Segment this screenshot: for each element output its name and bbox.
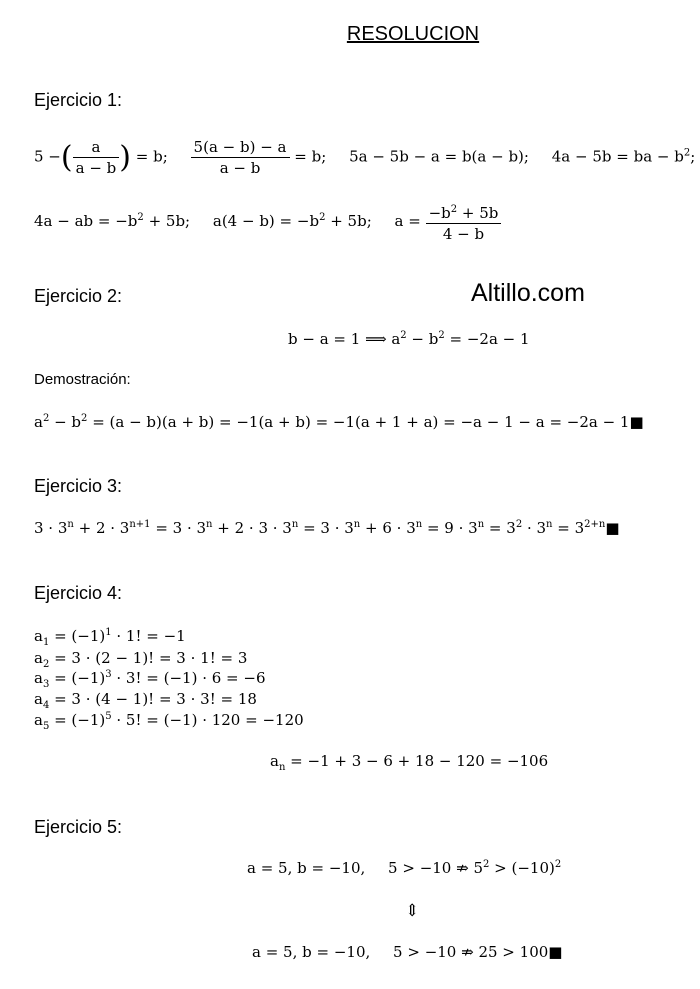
p7: = 9 · 3 [422,519,478,537]
ejercicio-1-line-1 [34,137,695,178]
stmt-b: − b [406,330,439,348]
r5-sup: 5 [105,711,112,722]
eq2a: 4a − ab = −b [34,212,138,230]
eq1b-fraction [191,137,290,178]
ejercicio-1-heading: Ejercicio 1: [34,90,123,110]
equivalence-arrow: ⇕ [405,901,420,921]
eq2b-tail: + 5b; [325,212,372,230]
r3-sup: 3 [105,669,112,680]
r5-sub: 5 [42,721,50,732]
p1: 3 · 3 [34,519,68,537]
sum-lhs: a [270,752,279,770]
p5: = 3 · 3 [298,519,354,537]
eq2c-num [426,200,502,223]
r1-a: = (−1) [49,627,106,645]
eq1a-post: = b; [135,147,168,166]
l2-b: 5 > −10 ⇏ 25 > 100■ [393,943,563,961]
eq1d-tail: ; [690,147,696,166]
r4-a: = 3 · (4 − 1)! = 3 · 3! = 18 [49,690,257,708]
proof-sup-1: 2 [42,413,50,424]
r3-sub: 3 [42,679,50,690]
paren-open: ( [60,140,73,175]
eq1a-pre: 5 − [34,147,61,166]
r1-lhs: a [34,627,43,645]
l1-b: 5 > −10 ⇏ 5 [388,859,483,877]
r5-b: · 5! = (−1) · 120 = −120 [111,711,304,729]
eq1a-num: a [91,138,101,156]
qed-mark: ■ [605,519,620,537]
sup-n-4: n [353,519,361,530]
eq1a-den: a − b [73,157,120,178]
ej5-line-1 [247,859,561,877]
l1-c: > (−10) [489,859,555,877]
eq1b-post: = b; [294,147,327,166]
eq2c-num-a: −b [428,204,451,222]
eq2c-num-tail: + 5b [457,204,499,222]
demostracion-label: Demostración: [34,371,131,388]
eq1d-sup: 2 [683,147,691,159]
proof-sup-2: 2 [81,413,88,424]
ejercicio-2-statement [288,330,530,348]
sup-twon: 2+n [584,519,606,530]
ej4-row-2 [34,649,247,670]
ejercicio-4-heading: Ejercicio 4: [34,583,123,603]
sum-sub: n [278,762,286,773]
sup-n1: n+1 [129,519,151,530]
r3-a: = (−1) [49,669,106,687]
eq1a-fraction [73,137,120,178]
ejercicio-3-line [34,519,620,537]
l1-a: a = 5, b = −10, [247,859,366,877]
ej4-row-4 [34,690,257,711]
eq2c-fraction [426,200,502,244]
p9: · 3 [522,519,547,537]
p6: + 6 · 3 [360,519,416,537]
eq1c: 5a − 5b − a = b(a − b); [349,147,529,166]
sup-n-3: n [291,519,299,530]
ejercicio-2-heading: Ejercicio 2: [34,286,123,306]
ejercicio-1-line-2 [34,200,501,244]
r5-lhs: a [34,711,43,729]
l1-sup-2: 2 [554,859,562,870]
ej4-sum [270,752,548,773]
sum-rhs: = −1 + 3 − 6 + 18 − 120 = −106 [285,752,549,770]
l2-a: a = 5, b = −10, [252,943,371,961]
r3-lhs: a [34,669,43,687]
sup-n-7: n [546,519,553,530]
r4-sub: 4 [42,700,50,711]
p2: + 2 · 3 [73,519,130,537]
sup-n-5: n [415,519,423,530]
p3: = 3 · 3 [150,519,207,537]
sup-n-1: n [67,519,74,530]
eq2c-den: 4 − b [426,223,502,244]
watermark: Altillo.com [471,279,585,307]
eq1b-den: a − b [191,157,290,178]
eq2a-tail: + 5b; [143,212,191,230]
p10: = 3 [552,519,585,537]
r2-sub: 2 [42,659,50,670]
p8: = 3 [484,519,516,537]
eq2c-num-sup: 2 [450,204,458,215]
r1-sub: 1 [42,637,50,648]
stmt-c: = −2a − 1 [444,330,530,348]
r3-b: · 3! = (−1) · 6 = −6 [111,669,266,687]
sup-two: 2 [515,519,523,530]
r1-b: · 1! = −1 [111,627,186,645]
r2-lhs: a [34,649,43,667]
ej5-line-2 [252,943,562,961]
eq2c-pre: a = [394,212,421,230]
eq1d: 4a − 5b = ba − b [551,147,684,166]
eq2a-sup: 2 [137,212,144,223]
sup-n-6: n [477,519,485,530]
eq2b-sup: 2 [319,212,326,223]
ejercicio-3-heading: Ejercicio 3: [34,476,123,496]
r4-lhs: a [34,690,43,708]
ej4-row-3 [34,669,266,690]
proof-c: = (a − b)(a + b) = −1(a + b) = −1(a + 1 + a) = −a − 1 − a = −2a − 1■ [87,413,644,431]
sup-n-2: n [206,519,213,530]
l1-sup-1: 2 [483,859,490,870]
r5-a: = (−1) [49,711,106,729]
ejercicio-5-heading: Ejercicio 5: [34,817,123,837]
page-title: RESOLUCION [346,23,480,45]
r2-a: = 3 · (2 − 1)! = 3 · 1! = 3 [49,649,248,667]
proof-b: − b [49,413,82,431]
stmt-sup-2: 2 [438,330,445,341]
proof-a: a [34,413,43,431]
ejercicio-2-proof [34,413,644,431]
r1-sup: 1 [105,627,112,638]
eq2b: a(4 − b) = −b [212,212,320,230]
paren-close: ) [119,140,131,175]
stmt-sup-1: 2 [400,330,407,341]
ej4-row-5 [34,711,304,732]
eq1b-num: 5(a − b) − a [193,138,287,156]
ej4-row-1 [34,627,186,648]
p4: + 2 · 3 · 3 [212,519,292,537]
stmt-a: b − a = 1 ⟹ a [288,330,401,348]
